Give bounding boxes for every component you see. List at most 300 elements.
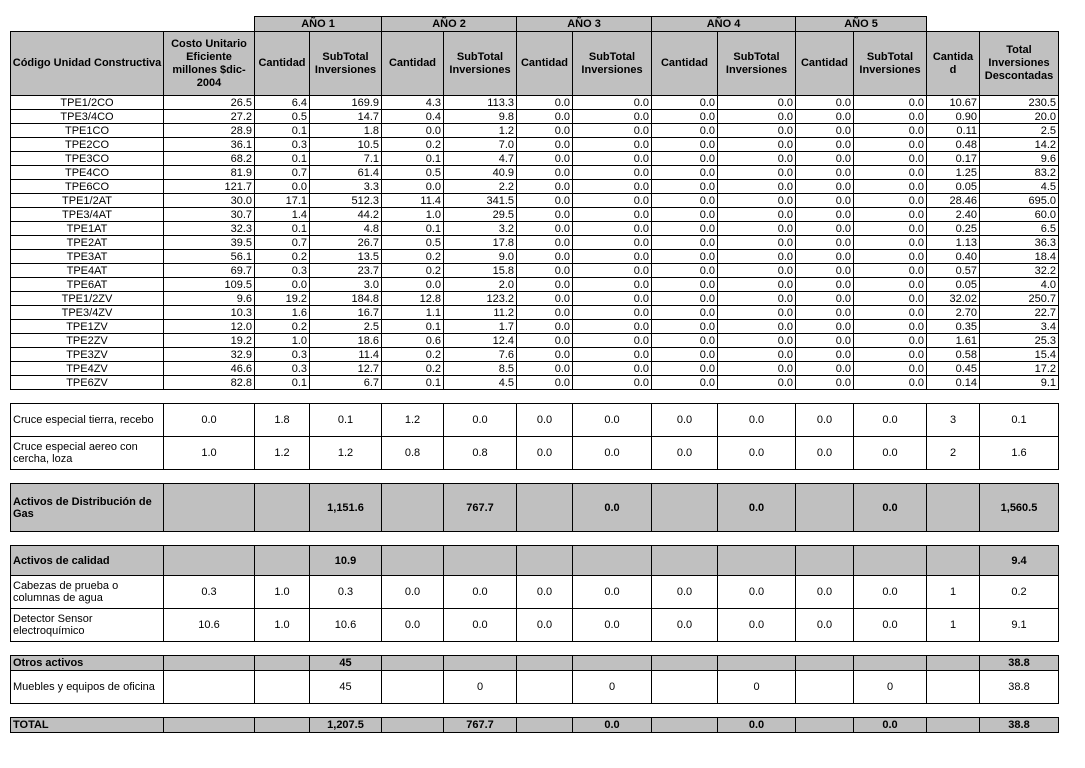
value-cell: 0.0 bbox=[573, 609, 652, 642]
value-q1: 1.6 bbox=[255, 306, 310, 320]
value-qt: 0.14 bbox=[927, 376, 980, 390]
unit-code: TPE1/2AT bbox=[11, 194, 164, 208]
value-s1: 12.7 bbox=[310, 362, 382, 376]
table-row bbox=[11, 180, 1059, 194]
value-s1: 10.5 bbox=[310, 138, 382, 152]
value-total: 9.6 bbox=[980, 152, 1059, 166]
value-s5: 0.0 bbox=[854, 124, 927, 138]
table-row bbox=[11, 292, 1059, 306]
value-q4: 0.0 bbox=[652, 264, 718, 278]
value-q3: 0.0 bbox=[517, 138, 573, 152]
value-q3: 0.0 bbox=[517, 222, 573, 236]
value-q4: 0.0 bbox=[652, 236, 718, 250]
value-cell: 0.8 bbox=[382, 437, 444, 470]
value-s4: 0.0 bbox=[718, 278, 796, 292]
value-cell: 0.0 bbox=[854, 404, 927, 437]
section-subtotal bbox=[854, 656, 927, 671]
value-q1: 0.3 bbox=[255, 362, 310, 376]
value-cell: 10.6 bbox=[164, 609, 255, 642]
empty-cell bbox=[255, 656, 310, 671]
spacer bbox=[11, 532, 1059, 546]
value-s1: 23.7 bbox=[310, 264, 382, 278]
value-q3: 0.0 bbox=[517, 180, 573, 194]
section-subtotal: 1,151.6 bbox=[310, 484, 382, 532]
value-s3: 0.0 bbox=[573, 306, 652, 320]
value-qt: 0.11 bbox=[927, 124, 980, 138]
value-s1: 2.5 bbox=[310, 320, 382, 334]
section-subtotal: 0.0 bbox=[573, 718, 652, 733]
value-s2: 15.8 bbox=[444, 264, 517, 278]
value-cell: 1.8 bbox=[255, 404, 310, 437]
value-cell: 0.0 bbox=[517, 404, 573, 437]
year-header: AÑO 1 bbox=[255, 17, 382, 32]
value-s3: 0.0 bbox=[573, 264, 652, 278]
value-cell: 0.0 bbox=[796, 576, 854, 609]
value-q5: 0.0 bbox=[796, 110, 854, 124]
value-q5: 0.0 bbox=[796, 334, 854, 348]
value-qt: 0.45 bbox=[927, 362, 980, 376]
value-q1: 6.4 bbox=[255, 96, 310, 110]
value-q4: 0.0 bbox=[652, 334, 718, 348]
value-qt: 0.48 bbox=[927, 138, 980, 152]
value-s5: 0.0 bbox=[854, 194, 927, 208]
table-row bbox=[11, 264, 1059, 278]
value-s2: 7.0 bbox=[444, 138, 517, 152]
empty-cell bbox=[652, 671, 718, 704]
value-s4: 0.0 bbox=[718, 292, 796, 306]
empty-cell bbox=[382, 656, 444, 671]
value-s2: 12.4 bbox=[444, 334, 517, 348]
unit-code: TPE2AT bbox=[11, 236, 164, 250]
value-q2: 0.1 bbox=[382, 152, 444, 166]
section-subtotal bbox=[444, 656, 517, 671]
value-s5: 0.0 bbox=[854, 110, 927, 124]
empty-cell bbox=[652, 718, 718, 733]
section-subtotal bbox=[573, 546, 652, 576]
value-s4: 0.0 bbox=[718, 194, 796, 208]
value-cost: 30.0 bbox=[164, 194, 255, 208]
empty-cell bbox=[382, 546, 444, 576]
value-cell: 1.0 bbox=[164, 437, 255, 470]
table-row bbox=[11, 110, 1059, 124]
empty-cell bbox=[652, 546, 718, 576]
section-total: 38.8 bbox=[980, 656, 1059, 671]
value-cell: 0.1 bbox=[310, 404, 382, 437]
value-cost: 32.9 bbox=[164, 348, 255, 362]
column-header-subtotal: SubTotal Inversiones bbox=[444, 32, 517, 96]
value-cell: 0.0 bbox=[444, 609, 517, 642]
value-s3: 0.0 bbox=[573, 348, 652, 362]
value-q5: 0.0 bbox=[796, 138, 854, 152]
spacer bbox=[11, 390, 1059, 404]
value-q2: 1.1 bbox=[382, 306, 444, 320]
value-s5: 0.0 bbox=[854, 362, 927, 376]
value-total: 695.0 bbox=[980, 194, 1059, 208]
value-cell: 0.0 bbox=[854, 437, 927, 470]
value-s5: 0.0 bbox=[854, 320, 927, 334]
value-s4: 0.0 bbox=[718, 166, 796, 180]
value-cost: 39.5 bbox=[164, 236, 255, 250]
value-q5: 0.0 bbox=[796, 292, 854, 306]
value-cell: 0.0 bbox=[796, 437, 854, 470]
value-s3: 0.0 bbox=[573, 124, 652, 138]
value-s1: 3.0 bbox=[310, 278, 382, 292]
value-cell: 1.0 bbox=[255, 609, 310, 642]
year-header: AÑO 5 bbox=[796, 17, 927, 32]
value-s3: 0.0 bbox=[573, 278, 652, 292]
section-subtotal: 1,207.5 bbox=[310, 718, 382, 733]
value-cell: 0 bbox=[854, 671, 927, 704]
empty-cell bbox=[164, 656, 255, 671]
value-s4: 0.0 bbox=[718, 362, 796, 376]
value-q1: 0.7 bbox=[255, 166, 310, 180]
value-cost: 28.9 bbox=[164, 124, 255, 138]
activos-distribucion-row bbox=[11, 484, 1059, 532]
value-q4: 0.0 bbox=[652, 292, 718, 306]
value-q5: 0.0 bbox=[796, 320, 854, 334]
value-s4: 0.0 bbox=[718, 208, 796, 222]
table-row bbox=[11, 348, 1059, 362]
value-s1: 26.7 bbox=[310, 236, 382, 250]
table-row bbox=[11, 166, 1059, 180]
value-s4: 0.0 bbox=[718, 236, 796, 250]
table-row bbox=[11, 362, 1059, 376]
value-cell: 0.0 bbox=[718, 437, 796, 470]
value-cost: 68.2 bbox=[164, 152, 255, 166]
spacer bbox=[11, 470, 1059, 484]
section-total: 9.4 bbox=[980, 546, 1059, 576]
value-cost: 109.5 bbox=[164, 278, 255, 292]
value-q5: 0.0 bbox=[796, 376, 854, 390]
value-cell: 10.6 bbox=[310, 609, 382, 642]
value-s4: 0.0 bbox=[718, 334, 796, 348]
value-s2: 113.3 bbox=[444, 96, 517, 110]
value-q5: 0.0 bbox=[796, 236, 854, 250]
value-cell: 0.0 bbox=[652, 576, 718, 609]
value-s4: 0.0 bbox=[718, 376, 796, 390]
value-q4: 0.0 bbox=[652, 320, 718, 334]
value-s3: 0.0 bbox=[573, 222, 652, 236]
value-cell: 0.0 bbox=[652, 437, 718, 470]
section-subtotal: 45 bbox=[310, 656, 382, 671]
value-s4: 0.0 bbox=[718, 180, 796, 194]
table-row bbox=[11, 437, 1059, 470]
section-total: 1,560.5 bbox=[980, 484, 1059, 532]
value-q3: 0.0 bbox=[517, 124, 573, 138]
unit-code: TPE1AT bbox=[11, 222, 164, 236]
value-q5: 0.0 bbox=[796, 152, 854, 166]
value-q2: 0.2 bbox=[382, 138, 444, 152]
value-q2: 0.2 bbox=[382, 348, 444, 362]
value-q3: 0.0 bbox=[517, 110, 573, 124]
value-cell: 0.3 bbox=[310, 576, 382, 609]
value-cell: 0.0 bbox=[382, 609, 444, 642]
value-q1: 0.0 bbox=[255, 180, 310, 194]
unit-code: TPE3AT bbox=[11, 250, 164, 264]
column-header-total: Total Inversiones Descontadas bbox=[980, 32, 1059, 96]
spacer bbox=[11, 642, 1059, 656]
value-q3: 0.0 bbox=[517, 278, 573, 292]
unit-code: TPE1/2ZV bbox=[11, 292, 164, 306]
value-cell: 0.0 bbox=[164, 404, 255, 437]
value-total: 250.7 bbox=[980, 292, 1059, 306]
value-qt: 0.05 bbox=[927, 180, 980, 194]
value-cell: 0 bbox=[718, 671, 796, 704]
value-s1: 16.7 bbox=[310, 306, 382, 320]
value-q3: 0.0 bbox=[517, 250, 573, 264]
column-header-subtotal: SubTotal Inversiones bbox=[573, 32, 652, 96]
value-qt: 0.35 bbox=[927, 320, 980, 334]
value-s3: 0.0 bbox=[573, 96, 652, 110]
value-s3: 0.0 bbox=[573, 110, 652, 124]
value-s3: 0.0 bbox=[573, 320, 652, 334]
value-s1: 61.4 bbox=[310, 166, 382, 180]
value-cost: 30.7 bbox=[164, 208, 255, 222]
value-s5: 0.0 bbox=[854, 152, 927, 166]
value-s2: 4.5 bbox=[444, 376, 517, 390]
empty-cell bbox=[927, 671, 980, 704]
value-q3: 0.0 bbox=[517, 208, 573, 222]
column-header-cantidad: Cantidad bbox=[652, 32, 718, 96]
value-s5: 0.0 bbox=[854, 208, 927, 222]
empty-cell bbox=[517, 484, 573, 532]
value-q3: 0.0 bbox=[517, 320, 573, 334]
value-s4: 0.0 bbox=[718, 348, 796, 362]
table-row bbox=[11, 236, 1059, 250]
value-s2: 2.2 bbox=[444, 180, 517, 194]
value-q2: 1.0 bbox=[382, 208, 444, 222]
value-s2: 4.7 bbox=[444, 152, 517, 166]
column-header-subtotal: SubTotal Inversiones bbox=[310, 32, 382, 96]
section-total: 38.8 bbox=[980, 718, 1059, 733]
unit-code: TPE1CO bbox=[11, 124, 164, 138]
unit-code: TPE1/2CO bbox=[11, 96, 164, 110]
value-q3: 0.0 bbox=[517, 166, 573, 180]
value-q5: 0.0 bbox=[796, 222, 854, 236]
value-cell: 0.3 bbox=[164, 576, 255, 609]
value-cell: 1.6 bbox=[980, 437, 1059, 470]
value-q1: 0.2 bbox=[255, 250, 310, 264]
value-cost: 26.5 bbox=[164, 96, 255, 110]
value-q5: 0.0 bbox=[796, 194, 854, 208]
empty-cell bbox=[796, 718, 854, 733]
value-total: 15.4 bbox=[980, 348, 1059, 362]
section-subtotal: 0.0 bbox=[718, 484, 796, 532]
total-row bbox=[11, 718, 1059, 733]
value-q2: 0.0 bbox=[382, 124, 444, 138]
value-s5: 0.0 bbox=[854, 138, 927, 152]
value-s3: 0.0 bbox=[573, 180, 652, 194]
row-label: Detector Sensor electroquímico bbox=[11, 609, 164, 642]
value-cell: 0.2 bbox=[980, 576, 1059, 609]
value-s4: 0.0 bbox=[718, 306, 796, 320]
table-row bbox=[11, 376, 1059, 390]
empty-cell bbox=[164, 671, 255, 704]
value-s3: 0.0 bbox=[573, 292, 652, 306]
section-subtotal bbox=[718, 656, 796, 671]
unit-code: TPE2CO bbox=[11, 138, 164, 152]
value-s3: 0.0 bbox=[573, 194, 652, 208]
value-s3: 0.0 bbox=[573, 152, 652, 166]
value-qt: 10.67 bbox=[927, 96, 980, 110]
value-s4: 0.0 bbox=[718, 222, 796, 236]
value-cost: 46.6 bbox=[164, 362, 255, 376]
empty-cell bbox=[796, 484, 854, 532]
investment-table-sheet bbox=[10, 16, 1059, 733]
value-s4: 0.0 bbox=[718, 96, 796, 110]
value-total: 36.3 bbox=[980, 236, 1059, 250]
value-cost: 12.0 bbox=[164, 320, 255, 334]
empty-cell bbox=[652, 484, 718, 532]
section-subtotal: 10.9 bbox=[310, 546, 382, 576]
value-q3: 0.0 bbox=[517, 152, 573, 166]
value-cell: 9.1 bbox=[980, 609, 1059, 642]
table-row bbox=[11, 138, 1059, 152]
section-subtotal bbox=[573, 656, 652, 671]
value-qt: 0.90 bbox=[927, 110, 980, 124]
empty-cell bbox=[927, 718, 980, 733]
value-total: 4.0 bbox=[980, 278, 1059, 292]
spacer bbox=[11, 704, 1059, 718]
spacer-row bbox=[11, 470, 1059, 484]
investment-table bbox=[10, 16, 1059, 733]
empty-cell bbox=[927, 484, 980, 532]
value-s3: 0.0 bbox=[573, 250, 652, 264]
value-cell: 0.0 bbox=[718, 404, 796, 437]
section-subtotal: 767.7 bbox=[444, 718, 517, 733]
value-q3: 0.0 bbox=[517, 334, 573, 348]
value-cell: 0 bbox=[444, 671, 517, 704]
value-q2: 0.2 bbox=[382, 250, 444, 264]
value-qt: 0.17 bbox=[927, 152, 980, 166]
value-s2: 123.2 bbox=[444, 292, 517, 306]
value-qt: 0.25 bbox=[927, 222, 980, 236]
value-s3: 0.0 bbox=[573, 362, 652, 376]
column-header-cantidad: Cantidad bbox=[796, 32, 854, 96]
value-q3: 0.0 bbox=[517, 306, 573, 320]
year-header: AÑO 4 bbox=[652, 17, 796, 32]
value-q3: 0.0 bbox=[517, 194, 573, 208]
empty-cell bbox=[382, 671, 444, 704]
value-cell: 0 bbox=[573, 671, 652, 704]
value-cell: 0.0 bbox=[517, 609, 573, 642]
value-q4: 0.0 bbox=[652, 362, 718, 376]
section-subtotal bbox=[444, 546, 517, 576]
value-s1: 44.2 bbox=[310, 208, 382, 222]
value-cost: 81.9 bbox=[164, 166, 255, 180]
value-q1: 0.1 bbox=[255, 376, 310, 390]
value-s3: 0.0 bbox=[573, 334, 652, 348]
value-s4: 0.0 bbox=[718, 152, 796, 166]
value-cell: 0.0 bbox=[517, 437, 573, 470]
value-s4: 0.0 bbox=[718, 250, 796, 264]
value-q3: 0.0 bbox=[517, 96, 573, 110]
value-s2: 40.9 bbox=[444, 166, 517, 180]
muebles-row bbox=[11, 671, 1059, 704]
table-row bbox=[11, 278, 1059, 292]
value-q4: 0.0 bbox=[652, 138, 718, 152]
value-qt: 28.46 bbox=[927, 194, 980, 208]
value-total: 20.0 bbox=[980, 110, 1059, 124]
value-q3: 0.0 bbox=[517, 362, 573, 376]
value-s1: 3.3 bbox=[310, 180, 382, 194]
value-cell: 0.0 bbox=[573, 437, 652, 470]
value-q3: 0.0 bbox=[517, 348, 573, 362]
value-cell: 0.0 bbox=[718, 576, 796, 609]
value-q2: 11.4 bbox=[382, 194, 444, 208]
value-q1: 0.0 bbox=[255, 278, 310, 292]
value-s1: 14.7 bbox=[310, 110, 382, 124]
table-row bbox=[11, 250, 1059, 264]
value-q1: 0.3 bbox=[255, 348, 310, 362]
value-q5: 0.0 bbox=[796, 278, 854, 292]
value-s5: 0.0 bbox=[854, 334, 927, 348]
value-cell: 0.0 bbox=[444, 576, 517, 609]
value-q2: 0.1 bbox=[382, 222, 444, 236]
value-q3: 0.0 bbox=[517, 236, 573, 250]
value-cost: 56.1 bbox=[164, 250, 255, 264]
row-label: Cruce especial aereo con cercha, loza bbox=[11, 437, 164, 470]
value-qt: 0.57 bbox=[927, 264, 980, 278]
column-header-row bbox=[11, 32, 1059, 96]
unit-code: TPE4ZV bbox=[11, 362, 164, 376]
unit-code: TPE6CO bbox=[11, 180, 164, 194]
value-qt: 2.70 bbox=[927, 306, 980, 320]
empty-cell bbox=[382, 718, 444, 733]
table-row bbox=[11, 609, 1059, 642]
empty-cell bbox=[517, 671, 573, 704]
value-cost: 27.2 bbox=[164, 110, 255, 124]
value-q5: 0.0 bbox=[796, 166, 854, 180]
value-total: 9.1 bbox=[980, 376, 1059, 390]
value-q5: 0.0 bbox=[796, 250, 854, 264]
value-s2: 9.8 bbox=[444, 110, 517, 124]
value-q1: 0.5 bbox=[255, 110, 310, 124]
value-s3: 0.0 bbox=[573, 236, 652, 250]
unit-code: TPE2ZV bbox=[11, 334, 164, 348]
section-subtotal: 0.0 bbox=[854, 718, 927, 733]
unit-code: TPE3/4CO bbox=[11, 110, 164, 124]
value-total: 6.5 bbox=[980, 222, 1059, 236]
value-s3: 0.0 bbox=[573, 376, 652, 390]
value-qt: 0.58 bbox=[927, 348, 980, 362]
value-s2: 341.5 bbox=[444, 194, 517, 208]
value-s5: 0.0 bbox=[854, 250, 927, 264]
value-s5: 0.0 bbox=[854, 306, 927, 320]
value-cell: 0.0 bbox=[854, 609, 927, 642]
value-s2: 11.2 bbox=[444, 306, 517, 320]
value-cost: 19.2 bbox=[164, 334, 255, 348]
value-q1: 19.2 bbox=[255, 292, 310, 306]
value-s5: 0.0 bbox=[854, 166, 927, 180]
year-header: AÑO 2 bbox=[382, 17, 517, 32]
empty-cell bbox=[255, 484, 310, 532]
column-header-cost: Costo Unitario Eficiente millones $dic-2004 bbox=[164, 32, 255, 96]
value-q4: 0.0 bbox=[652, 124, 718, 138]
value-total: 4.5 bbox=[980, 180, 1059, 194]
section-label: Activos de Distribución de Gas bbox=[11, 484, 164, 532]
value-q3: 0.0 bbox=[517, 264, 573, 278]
value-q3: 0.0 bbox=[517, 376, 573, 390]
empty-cell bbox=[382, 484, 444, 532]
section-subtotal: 0.0 bbox=[718, 718, 796, 733]
value-q4: 0.0 bbox=[652, 208, 718, 222]
value-s1: 512.3 bbox=[310, 194, 382, 208]
table-row bbox=[11, 306, 1059, 320]
value-s2: 17.8 bbox=[444, 236, 517, 250]
unit-code: TPE3ZV bbox=[11, 348, 164, 362]
value-q4: 0.0 bbox=[652, 306, 718, 320]
